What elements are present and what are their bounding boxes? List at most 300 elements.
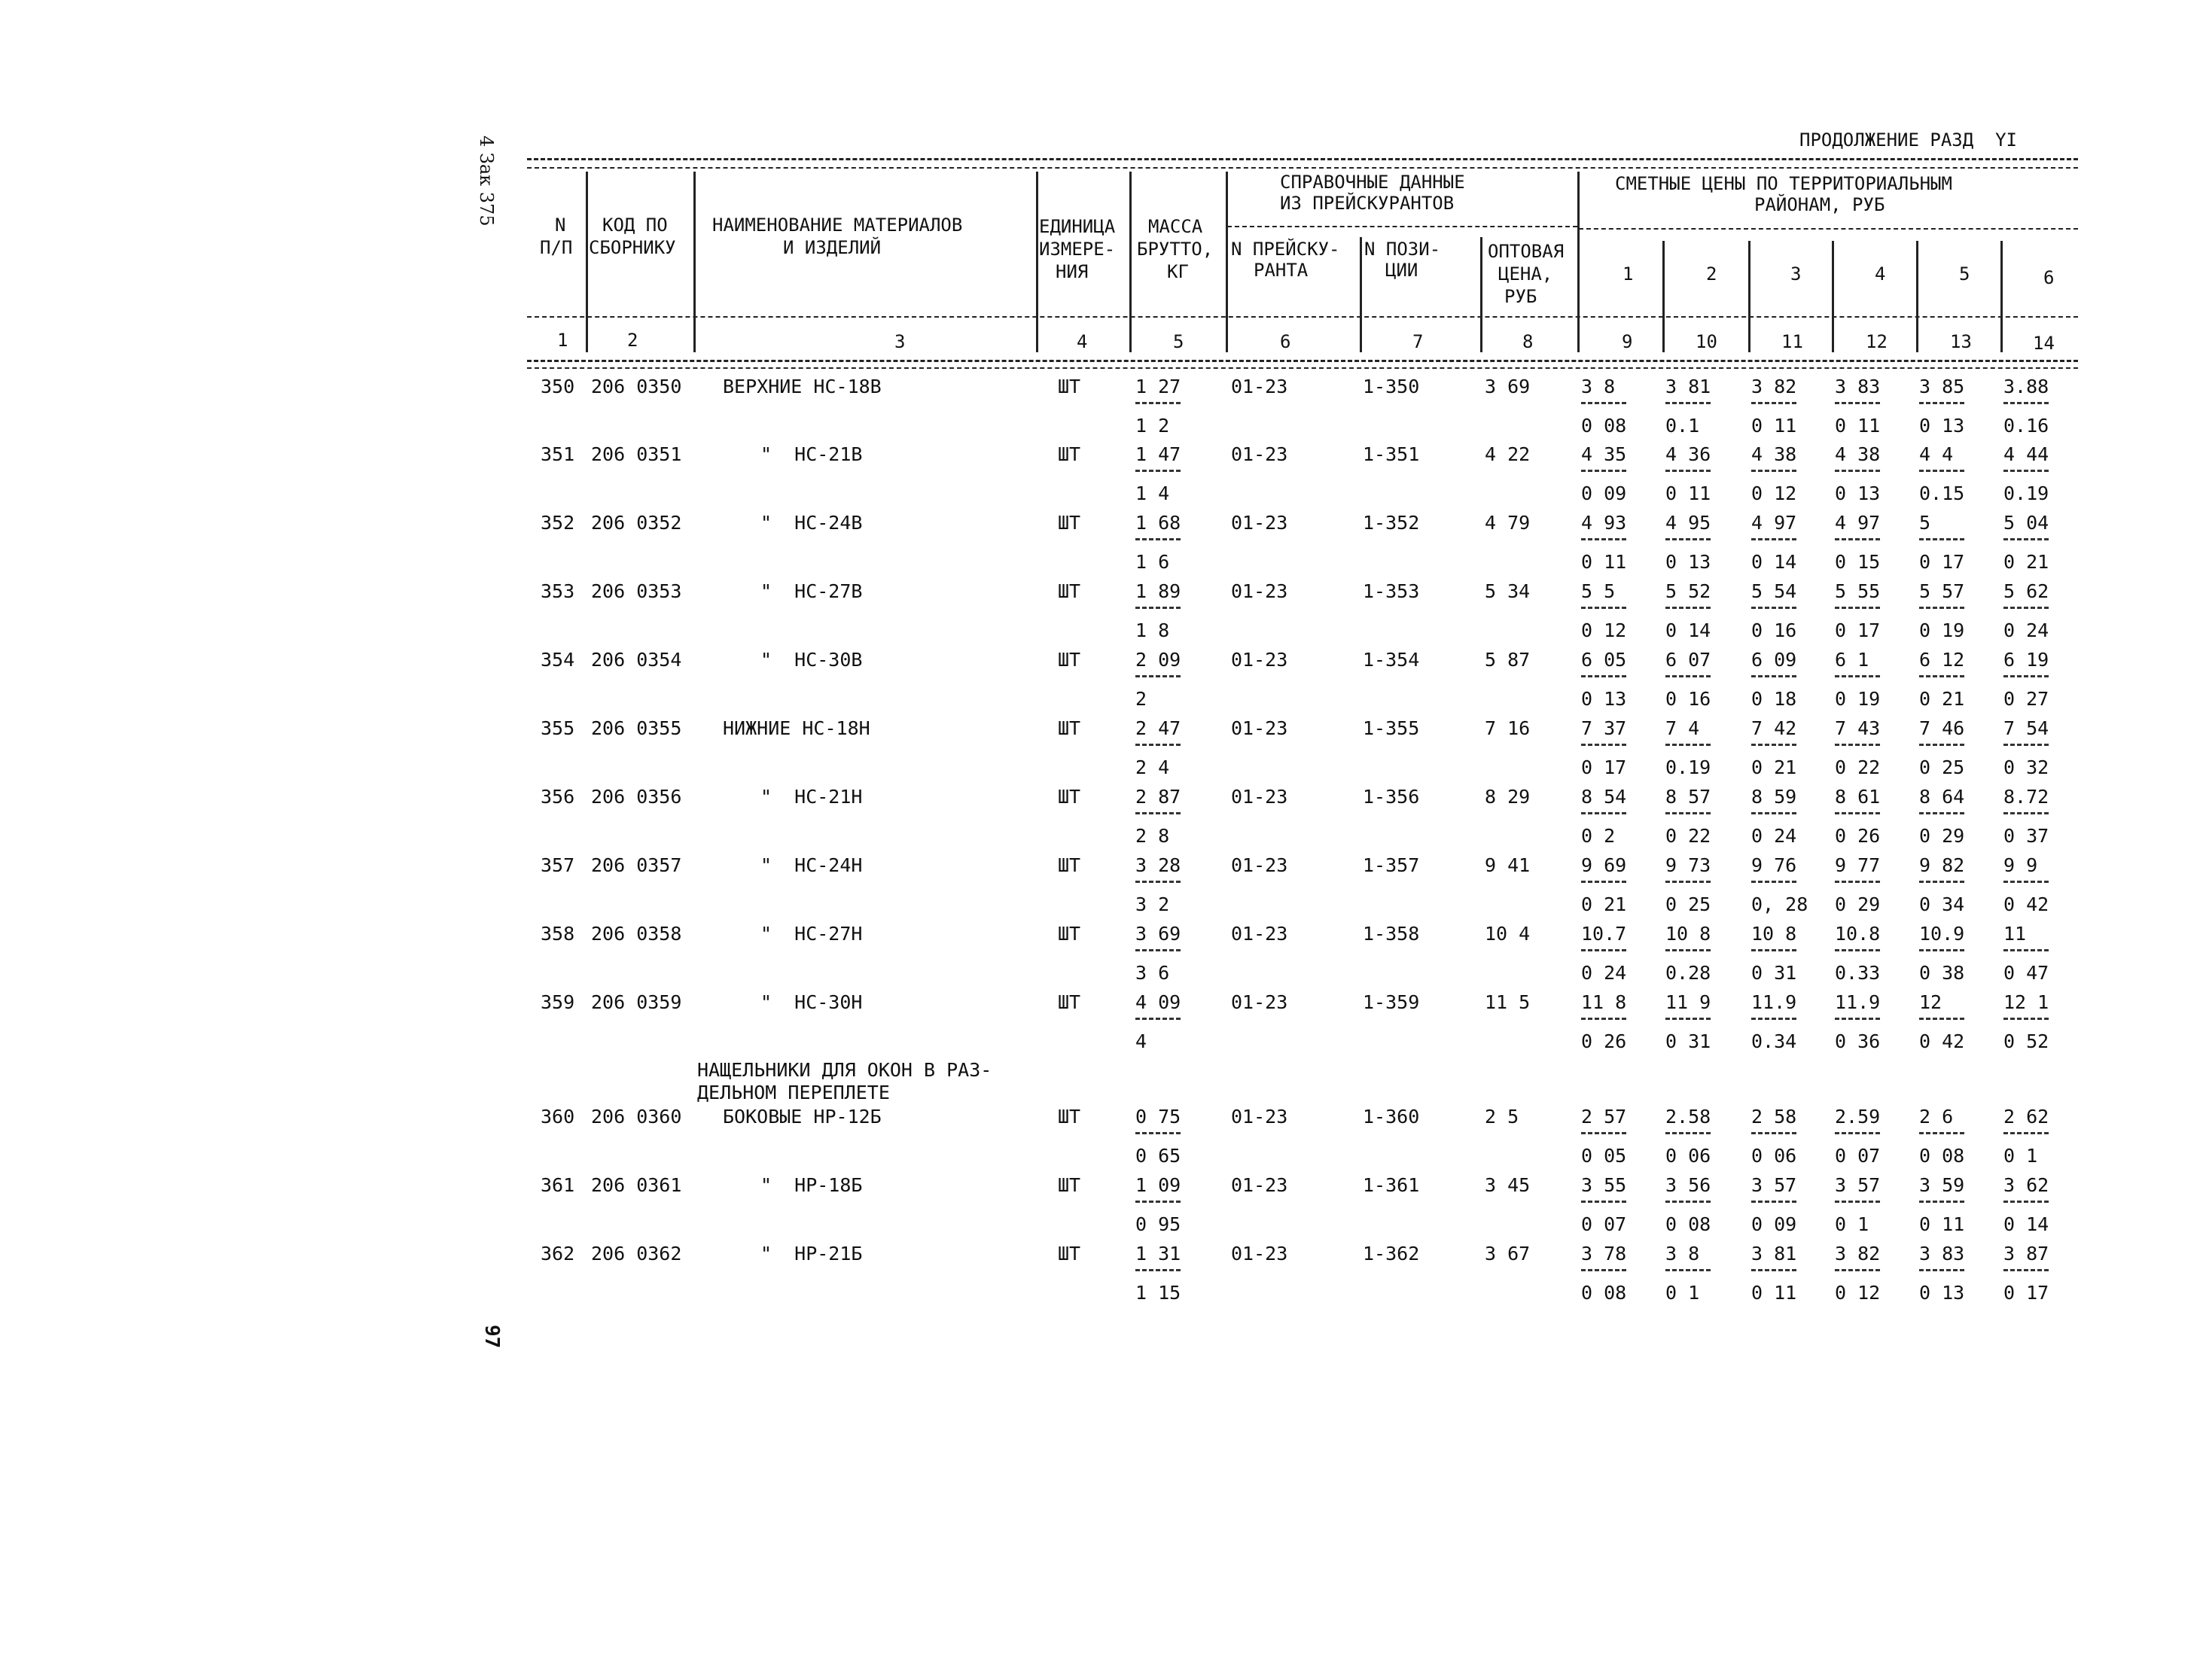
header-col5-line2: БРУТТО, [1137, 239, 1214, 260]
dash-separator [1135, 881, 1181, 883]
row-region-below-5: 0 17 [1919, 551, 1965, 573]
dash-separator [1751, 1269, 1796, 1271]
district-header-4: 4 [1875, 263, 1886, 285]
row-number: 355 [541, 717, 575, 739]
row-mass-below: 4 [1135, 1030, 1147, 1052]
row-region-below-3: 0.34 [1751, 1030, 1797, 1052]
row-unit: ШТ [1058, 376, 1081, 397]
row-region-price-5: 8 64 [1919, 786, 1965, 808]
row-region-below-6: 0.16 [2003, 415, 2049, 437]
header-ref-group-line1: СПРАВОЧНЫЕ ДАННЫЕ [1280, 172, 1465, 193]
row-region-below-1: 0 12 [1581, 619, 1627, 641]
dash-separator [1665, 675, 1711, 677]
row-region-below-2: 0 25 [1665, 893, 1711, 915]
row-region-below-2: 0.28 [1665, 962, 1711, 984]
col-number-8: 8 [1522, 331, 1534, 352]
dash-separator [1135, 744, 1181, 746]
row-region-price-3: 2 58 [1751, 1106, 1797, 1128]
row-region-below-5: 0 29 [1919, 825, 1965, 847]
dash-separator [1665, 881, 1711, 883]
row-pricelist: 01-23 [1231, 717, 1288, 739]
row-region-price-1: 11 8 [1581, 991, 1627, 1013]
row-code: 206 0351 [591, 443, 682, 465]
row-number: 356 [541, 786, 575, 808]
dash-separator [1835, 607, 1880, 609]
dash-separator [1835, 949, 1880, 951]
row-mass: 2 09 [1135, 649, 1181, 671]
dash-separator [1751, 949, 1796, 951]
row-region-price-6: 9 9 [2003, 854, 2038, 876]
row-region-price-1: 6 05 [1581, 649, 1627, 671]
dash-separator [1665, 949, 1711, 951]
dash-separator [1751, 881, 1796, 883]
row-code: 206 0358 [591, 923, 682, 945]
row-pricelist: 01-23 [1231, 1243, 1288, 1265]
row-code: 206 0360 [591, 1106, 682, 1128]
row-region-below-2: 0 11 [1665, 482, 1711, 504]
dash-separator [1919, 812, 1964, 814]
row-unit: ШТ [1058, 854, 1081, 876]
row-region-below-3: 0 11 [1751, 415, 1797, 437]
row-number: 360 [541, 1106, 575, 1128]
row-region-price-2: 4 36 [1665, 443, 1711, 465]
row-region-price-4: 3 57 [1835, 1174, 1881, 1196]
row-region-price-2: 7 4 [1665, 717, 1700, 739]
row-region-below-5: 0 21 [1919, 688, 1965, 710]
row-region-below-6: 0 21 [2003, 551, 2049, 573]
row-region-below-2: 0.19 [1665, 756, 1711, 778]
row-mass-below: 3 2 [1135, 893, 1170, 915]
row-position: 1-350 [1363, 376, 1420, 397]
row-region-below-2: 0 14 [1665, 619, 1711, 641]
dash-separator [1135, 949, 1181, 951]
row-region-price-1: 3 78 [1581, 1243, 1627, 1265]
row-region-price-2: 4 95 [1665, 512, 1711, 534]
row-region-price-3: 3 81 [1751, 1243, 1797, 1265]
row-unit: ШТ [1058, 1174, 1081, 1196]
row-region-below-6: 0 27 [2003, 688, 2049, 710]
row-region-price-6: 3.88 [2003, 376, 2049, 397]
row-region-below-6: 0 47 [2003, 962, 2049, 984]
row-pricelist: 01-23 [1231, 649, 1288, 671]
header-ref-group-line2: ИЗ ПРЕЙСКУРАНТОВ [1280, 193, 1455, 214]
district-header-6: 6 [2043, 267, 2055, 288]
row-region-price-2: 3 56 [1665, 1174, 1711, 1196]
row-mass-below: 3 6 [1135, 962, 1170, 984]
row-name: " НС-27Н [760, 923, 863, 945]
row-region-below-4: 0 17 [1835, 619, 1881, 641]
row-region-price-3: 4 38 [1751, 443, 1797, 465]
row-pricelist: 01-23 [1231, 443, 1288, 465]
row-wholesale-price: 9 41 [1485, 854, 1531, 876]
row-unit: ШТ [1058, 717, 1081, 739]
dash-separator [1135, 470, 1181, 472]
district-header-3: 3 [1790, 263, 1802, 285]
row-mass: 1 47 [1135, 443, 1181, 465]
row-region-price-3: 6 09 [1751, 649, 1797, 671]
row-region-below-5: 0 08 [1919, 1145, 1965, 1167]
row-region-price-1: 7 37 [1581, 717, 1627, 739]
dash-separator [1581, 1132, 1626, 1134]
row-region-price-5: 7 46 [1919, 717, 1965, 739]
row-region-below-2: 0.1 [1665, 415, 1700, 437]
row-wholesale-price: 3 67 [1485, 1243, 1531, 1265]
col-number-6: 6 [1280, 331, 1291, 352]
row-region-below-3: 0 24 [1751, 825, 1797, 847]
row-unit: ШТ [1058, 649, 1081, 671]
dash-separator [2003, 1201, 2049, 1203]
row-region-below-6: 0 14 [2003, 1213, 2049, 1235]
dash-separator [1665, 470, 1711, 472]
row-region-price-3: 5 54 [1751, 580, 1797, 602]
row-region-price-6: 5 62 [2003, 580, 2049, 602]
row-unit: ШТ [1058, 512, 1081, 534]
row-mass: 1 31 [1135, 1243, 1181, 1265]
dash-separator [1751, 1018, 1796, 1020]
dash-separator [1665, 402, 1711, 404]
row-region-below-2: 0 22 [1665, 825, 1711, 847]
row-region-price-1: 2 57 [1581, 1106, 1627, 1128]
row-mass: 1 68 [1135, 512, 1181, 534]
dash-separator [1135, 1132, 1181, 1134]
row-code: 206 0359 [591, 991, 682, 1013]
header-col8-line2: ЦЕНА, [1498, 263, 1553, 285]
row-region-below-1: 0 21 [1581, 893, 1627, 915]
row-region-below-2: 0 1 [1665, 1282, 1700, 1304]
row-pricelist: 01-23 [1231, 376, 1288, 397]
row-region-price-6: 2 62 [2003, 1106, 2049, 1128]
row-region-below-4: 0 11 [1835, 415, 1881, 437]
dash-separator [1581, 675, 1626, 677]
row-region-below-5: 0 19 [1919, 619, 1965, 641]
row-region-price-4: 3 83 [1835, 376, 1881, 397]
dash-separator [2003, 949, 2049, 951]
row-region-below-1: 0 09 [1581, 482, 1627, 504]
row-region-below-4: 0 1 [1835, 1213, 1869, 1235]
row-unit: ШТ [1058, 923, 1081, 945]
row-region-below-6: 0 1 [2003, 1145, 2038, 1167]
header-col1-line1: N [555, 215, 566, 236]
row-position: 1-354 [1363, 649, 1420, 671]
row-region-below-6: 0 32 [2003, 756, 2049, 778]
dash-separator [2003, 1018, 2049, 1020]
row-position: 1-351 [1363, 443, 1420, 465]
dash-separator [2003, 607, 2049, 609]
dash-separator [1751, 812, 1796, 814]
row-region-below-2: 0 06 [1665, 1145, 1711, 1167]
dash-separator [1835, 1132, 1880, 1134]
dash-separator [1919, 881, 1964, 883]
dash-separator [2003, 1269, 2049, 1271]
col-number-3: 3 [894, 331, 906, 352]
row-code: 206 0355 [591, 717, 682, 739]
row-region-below-1: 0 08 [1581, 415, 1627, 437]
row-region-price-5: 2 6 [1919, 1106, 1954, 1128]
dash-separator [1581, 1018, 1626, 1020]
col-number-4: 4 [1077, 331, 1088, 352]
row-region-price-4: 7 43 [1835, 717, 1881, 739]
col-number-2: 2 [627, 330, 638, 351]
row-mass-below: 2 4 [1135, 756, 1170, 778]
dash-separator [2003, 744, 2049, 746]
row-mass: 3 28 [1135, 854, 1181, 876]
row-region-price-2: 3 81 [1665, 376, 1711, 397]
dash-separator [1135, 1018, 1181, 1020]
row-region-below-3: 0 06 [1751, 1145, 1797, 1167]
row-wholesale-price: 5 87 [1485, 649, 1531, 671]
row-region-price-2: 6 07 [1665, 649, 1711, 671]
dash-separator [1919, 675, 1964, 677]
dash-separator [1135, 402, 1181, 404]
dash-separator [1581, 1201, 1626, 1203]
dash-separator [1665, 1018, 1711, 1020]
row-number: 351 [541, 443, 575, 465]
row-mass: 1 27 [1135, 376, 1181, 397]
row-unit: ШТ [1058, 1243, 1081, 1265]
row-region-price-1: 4 93 [1581, 512, 1627, 534]
row-pricelist: 01-23 [1231, 991, 1288, 1013]
dash-separator [1835, 470, 1880, 472]
dash-separator [1135, 538, 1181, 540]
section-title-line1: НАЩЕЛЬНИКИ ДЛЯ ОКОН В РАЗ- [697, 1059, 992, 1081]
header-col4-line1: ЕДИНИЦА [1039, 216, 1116, 237]
col-number-7: 7 [1412, 331, 1424, 352]
row-region-price-2: 5 52 [1665, 580, 1711, 602]
header-col3-line2: И ИЗДЕЛИЙ [783, 237, 882, 258]
dash-separator [2003, 812, 2049, 814]
dash-separator [1919, 744, 1964, 746]
dash-separator [1581, 949, 1626, 951]
row-region-price-6: 4 44 [2003, 443, 2049, 465]
row-wholesale-price: 5 34 [1485, 580, 1531, 602]
section-title-line2: ДЕЛЬНОМ ПЕРЕПЛЕТЕ [697, 1082, 890, 1103]
dash-separator [1751, 402, 1796, 404]
header-col4-line2: ИЗМЕРЕ- [1039, 239, 1116, 260]
row-name: " НС-27В [760, 580, 863, 602]
row-region-below-5: 0 13 [1919, 415, 1965, 437]
district-header-2: 2 [1706, 263, 1717, 285]
row-region-below-1: 0 11 [1581, 551, 1627, 573]
continuation-title: ПРОДОЛЖЕНИЕ РАЗД YI [1799, 129, 2017, 151]
dash-separator [1919, 402, 1964, 404]
row-region-price-4: 8 61 [1835, 786, 1881, 808]
row-number: 358 [541, 923, 575, 945]
row-region-price-6: 7 54 [2003, 717, 2049, 739]
row-pricelist: 01-23 [1231, 854, 1288, 876]
row-region-below-4: 0 15 [1835, 551, 1881, 573]
row-region-price-5: 5 57 [1919, 580, 1965, 602]
row-unit: ШТ [1058, 991, 1081, 1013]
row-region-below-3: 0 14 [1751, 551, 1797, 573]
dash-separator [1135, 1201, 1181, 1203]
row-region-price-4: 6 1 [1835, 649, 1869, 671]
dash-separator [1751, 538, 1796, 540]
row-pricelist: 01-23 [1231, 512, 1288, 534]
row-region-below-3: 0 09 [1751, 1213, 1797, 1235]
dash-separator [1835, 812, 1880, 814]
row-region-price-4: 2.59 [1835, 1106, 1881, 1128]
dash-separator [1919, 1018, 1964, 1020]
row-position: 1-356 [1363, 786, 1420, 808]
dash-separator [2003, 470, 2049, 472]
dash-separator [1581, 538, 1626, 540]
page-number: 97 [480, 1325, 503, 1349]
row-region-below-1: 0 2 [1581, 825, 1616, 847]
col-number-9: 9 [1622, 331, 1633, 352]
row-region-price-1: 8 54 [1581, 786, 1627, 808]
dash-separator [1665, 538, 1711, 540]
row-pricelist: 01-23 [1231, 580, 1288, 602]
row-region-below-6: 0 17 [2003, 1282, 2049, 1304]
row-region-price-2: 10 8 [1665, 923, 1711, 945]
row-region-price-5: 9 82 [1919, 854, 1965, 876]
row-region-price-5: 5 [1919, 512, 1931, 534]
row-region-price-6: 5 04 [2003, 512, 2049, 534]
row-mass-below: 2 8 [1135, 825, 1170, 847]
row-wholesale-price: 4 79 [1485, 512, 1531, 534]
row-unit: ШТ [1058, 443, 1081, 465]
row-pricelist: 01-23 [1231, 1174, 1288, 1196]
row-region-below-4: 0 36 [1835, 1030, 1881, 1052]
row-region-price-6: 3 87 [2003, 1243, 2049, 1265]
row-region-below-5: 0 38 [1919, 962, 1965, 984]
row-region-below-3: 0 12 [1751, 482, 1797, 504]
row-code: 206 0350 [591, 376, 682, 397]
row-code: 206 0352 [591, 512, 682, 534]
row-region-price-1: 9 69 [1581, 854, 1627, 876]
row-region-below-1: 0 05 [1581, 1145, 1627, 1167]
row-region-below-2: 0 08 [1665, 1213, 1711, 1235]
col-number-10: 10 [1696, 331, 1717, 352]
row-position: 1-352 [1363, 512, 1420, 534]
row-region-below-1: 0 08 [1581, 1282, 1627, 1304]
row-mass: 0 75 [1135, 1106, 1181, 1128]
col-number-13: 13 [1950, 331, 1972, 352]
row-region-price-1: 4 35 [1581, 443, 1627, 465]
row-region-price-2: 11 9 [1665, 991, 1711, 1013]
row-region-below-5: 0.15 [1919, 482, 1965, 504]
row-region-below-3: 0 18 [1751, 688, 1797, 710]
row-wholesale-price: 8 29 [1485, 786, 1531, 808]
row-pricelist: 01-23 [1231, 923, 1288, 945]
row-region-price-5: 12 [1919, 991, 1942, 1013]
row-region-price-6: 6 19 [2003, 649, 2049, 671]
row-region-price-6: 3 62 [2003, 1174, 2049, 1196]
row-mass: 2 47 [1135, 717, 1181, 739]
row-code: 206 0361 [591, 1174, 682, 1196]
row-number: 361 [541, 1174, 575, 1196]
dash-separator [2003, 402, 2049, 404]
row-region-below-3: 0 11 [1751, 1282, 1797, 1304]
header-col6-line1: N ПРЕЙСКУ- [1231, 239, 1340, 260]
row-region-price-1: 5 5 [1581, 580, 1616, 602]
row-region-price-3: 3 57 [1751, 1174, 1797, 1196]
row-wholesale-price: 3 69 [1485, 376, 1531, 397]
dash-separator [1751, 744, 1796, 746]
header-col8-line3: РУБ [1504, 286, 1537, 307]
row-region-below-5: 0 25 [1919, 756, 1965, 778]
row-region-below-5: 0 11 [1919, 1213, 1965, 1235]
dash-separator [1581, 470, 1626, 472]
row-number: 352 [541, 512, 575, 534]
row-unit: ШТ [1058, 786, 1081, 808]
row-region-below-6: 0 24 [2003, 619, 2049, 641]
col-number-14: 14 [2033, 333, 2055, 354]
row-region-price-3: 3 82 [1751, 376, 1797, 397]
col-number-5: 5 [1173, 331, 1184, 352]
dash-separator [1919, 470, 1964, 472]
row-region-below-3: 0 31 [1751, 962, 1797, 984]
row-region-price-1: 3 8 [1581, 376, 1616, 397]
row-region-price-4: 5 55 [1835, 580, 1881, 602]
row-region-price-4: 9 77 [1835, 854, 1881, 876]
row-mass-below: 1 4 [1135, 482, 1170, 504]
header-col3-line1: НАИМЕНОВАНИЕ МАТЕРИАЛОВ [712, 215, 963, 236]
district-header-5: 5 [1959, 263, 1970, 285]
row-name: БОКОВЫЕ НР-12Б [723, 1106, 882, 1128]
row-region-below-1: 0 17 [1581, 756, 1627, 778]
header-col5-line3: КГ [1167, 261, 1189, 282]
row-region-below-4: 0 12 [1835, 1282, 1881, 1304]
row-region-price-5: 10.9 [1919, 923, 1965, 945]
row-region-below-1: 0 24 [1581, 962, 1627, 984]
dash-separator [1135, 675, 1181, 677]
dash-separator [1919, 1132, 1964, 1134]
row-mass: 2 87 [1135, 786, 1181, 808]
row-region-price-4: 11.9 [1835, 991, 1881, 1013]
col-number-12: 12 [1866, 331, 1888, 352]
row-mass: 1 09 [1135, 1174, 1181, 1196]
row-region-price-2: 8 57 [1665, 786, 1711, 808]
row-name: " НР-18Б [760, 1174, 863, 1196]
row-unit: ШТ [1058, 580, 1081, 602]
row-region-price-2: 2.58 [1665, 1106, 1711, 1128]
row-region-price-4: 4 97 [1835, 512, 1881, 534]
row-region-price-5: 6 12 [1919, 649, 1965, 671]
row-pricelist: 01-23 [1231, 786, 1288, 808]
row-name: " НС-24В [760, 512, 863, 534]
row-region-price-2: 3 8 [1665, 1243, 1700, 1265]
row-mass: 1 89 [1135, 580, 1181, 602]
row-region-below-3: 0, 28 [1751, 893, 1808, 915]
header-col8-line1: ОПТОВАЯ [1488, 241, 1565, 262]
row-mass-below: 2 [1135, 688, 1147, 710]
dash-separator [2003, 538, 2049, 540]
row-wholesale-price: 3 45 [1485, 1174, 1531, 1196]
dash-separator [1835, 402, 1880, 404]
dash-separator [2003, 675, 2049, 677]
row-region-below-4: 0 22 [1835, 756, 1881, 778]
row-mass-below: 1 8 [1135, 619, 1170, 641]
dash-separator [1135, 1269, 1181, 1271]
header-col6-line2: РАНТА [1254, 260, 1309, 281]
dash-separator [1581, 402, 1626, 404]
header-col4-line3: НИЯ [1056, 261, 1089, 282]
row-pricelist: 01-23 [1231, 1106, 1288, 1128]
header-price-group-line1: СМЕТНЫЕ ЦЕНЫ ПО ТЕРРИТОРИАЛЬНЫМ [1615, 173, 1952, 194]
row-name: " НС-21Н [760, 786, 863, 808]
row-code: 206 0362 [591, 1243, 682, 1265]
row-code: 206 0353 [591, 580, 682, 602]
row-mass-below: 1 15 [1135, 1282, 1181, 1304]
row-position: 1-362 [1363, 1243, 1420, 1265]
dash-separator [1751, 675, 1796, 677]
dash-separator [1919, 949, 1964, 951]
row-region-price-2: 9 73 [1665, 854, 1711, 876]
dash-separator [1665, 812, 1711, 814]
header-col1-line2: П/П [540, 237, 573, 258]
row-wholesale-price: 11 5 [1485, 991, 1531, 1013]
